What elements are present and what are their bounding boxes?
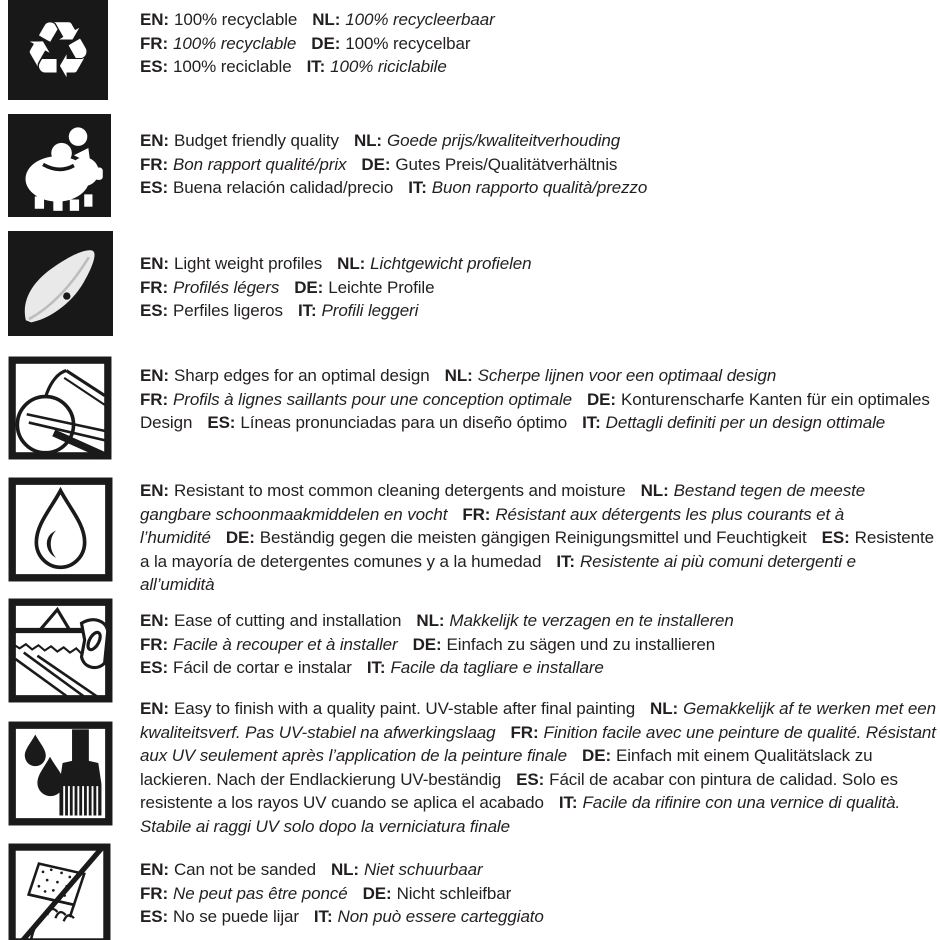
- lang-entry: [140, 254, 322, 273]
- lang-label: DE:: [412, 634, 442, 654]
- lang-value: Fácil de cortar e instalar: [173, 658, 352, 677]
- recycle-icon: [8, 0, 108, 100]
- piggy-bank-icon: [8, 114, 111, 217]
- lang-value: Leichte Profile: [328, 277, 435, 297]
- lang-label: IT:: [582, 413, 601, 432]
- lang-label: ES:: [140, 57, 169, 76]
- lang-value: No se puede lijar: [173, 907, 299, 926]
- lang-entry: [294, 278, 434, 297]
- lang-entry: [140, 131, 339, 150]
- lang-label: FR:: [140, 389, 169, 409]
- lang-label: ES:: [821, 528, 850, 547]
- lang-value: Lichtgewicht profielen: [370, 254, 532, 273]
- lang-label: ES:: [207, 413, 236, 432]
- lang-entry: [354, 131, 620, 150]
- lang-label: DE:: [362, 883, 392, 903]
- lang-label: DE:: [311, 33, 341, 53]
- lang-value: Ease of cutting and installation: [173, 611, 402, 630]
- lang-entry: [140, 57, 292, 76]
- lang-entry: [140, 34, 296, 53]
- lang-value: Easy to finish with a quality paint. UV-stable after final painting: [173, 699, 636, 718]
- lang-entry: [445, 366, 777, 385]
- lang-value: Bestand tegen de meeste gangbare schoonmaakmiddelen en vocht: [140, 481, 866, 524]
- lang-value: Resistant to most common cleaning detergents and moisture: [173, 481, 626, 500]
- lang-label: ES:: [140, 907, 169, 926]
- lang-value: 100% recyclable: [173, 33, 297, 53]
- lang-label: IT:: [558, 793, 578, 812]
- lang-value: 100% recyclable: [173, 10, 298, 29]
- lang-entry: [361, 155, 617, 174]
- lang-label: FR:: [510, 722, 539, 742]
- lang-value: 100% reciclable: [173, 57, 292, 76]
- lang-entry: [408, 178, 647, 197]
- lang-entry: [298, 301, 418, 320]
- lang-label: NL:: [312, 10, 341, 29]
- lang-label: EN:: [140, 699, 169, 718]
- lang-entry: [140, 658, 352, 677]
- feature-text-row-7: [140, 697, 940, 838]
- lang-label: ES:: [140, 178, 169, 197]
- lang-value: Niet schuurbaar: [364, 860, 483, 879]
- lang-label: DE:: [582, 746, 612, 765]
- lang-label: FR:: [140, 33, 169, 53]
- lang-value: Líneas pronunciadas para un diseño óptimo: [240, 413, 568, 432]
- lang-label: NL:: [416, 611, 445, 630]
- lang-entry: [207, 413, 567, 432]
- lang-value: Resistente a la mayoría de detergentes comunes y a la humedad: [140, 528, 934, 571]
- lang-value: Perfiles ligeros: [173, 301, 283, 320]
- lang-value: Résistant aux détergents les plus courants et à l’humidité: [140, 504, 845, 547]
- lang-label: IT:: [313, 907, 333, 926]
- lang-value: Profils à lignes saillants pour une conception optimale: [173, 389, 572, 409]
- lang-entry: [140, 366, 430, 385]
- saw-icon: [8, 598, 113, 703]
- lang-label: NL:: [353, 131, 382, 150]
- lang-label: EN:: [140, 131, 169, 150]
- lang-value: Budget friendly quality: [173, 131, 339, 150]
- lang-value: Light weight profiles: [173, 254, 323, 273]
- feature-text-row-3: [140, 252, 940, 323]
- magnifier-edge-icon: [8, 356, 112, 460]
- no-sanding-icon: [8, 843, 111, 940]
- lang-entry: [140, 699, 635, 718]
- water-drop-icon: [8, 477, 113, 582]
- lang-entry: [140, 10, 297, 29]
- lang-label: DE:: [294, 277, 324, 297]
- lang-label: ES:: [516, 769, 545, 789]
- lang-label: FR:: [462, 504, 491, 524]
- lang-entry: [307, 57, 447, 76]
- lang-label: NL:: [330, 860, 359, 879]
- lang-label: ES:: [140, 658, 169, 677]
- lang-label: EN:: [140, 481, 169, 500]
- feature-text-row-4: [140, 364, 940, 435]
- lang-value: Fácil de acabar con pintura de calidad. Solo es resistente a los rayos UV cuando se aplica el acabado: [140, 769, 898, 812]
- lang-value: Konturenscharfe Kanten für ein optimales Design: [140, 389, 930, 432]
- lang-value: Facile da tagliare e installare: [390, 658, 604, 677]
- lang-value: Scherpe lijnen voor een optimaal design: [477, 366, 777, 385]
- lang-value: Profilés légers: [173, 277, 280, 297]
- lang-value: Einfach mit einem Qualitätslack zu lackieren. Nach der Endlackierung UV-beständig: [140, 746, 873, 789]
- lang-value: Bon rapport qualité/prix: [173, 154, 347, 174]
- feature-text-row-1: [140, 8, 940, 79]
- lang-label: ES:: [140, 301, 169, 320]
- lang-label: IT:: [297, 301, 317, 320]
- lang-entry: [416, 611, 733, 630]
- lang-value: Gutes Preis/Qualitätverhältnis: [395, 154, 618, 174]
- lang-label: FR:: [140, 883, 169, 903]
- lang-entry: [226, 528, 807, 547]
- paint-brush-icon: [8, 721, 113, 826]
- lang-label: DE:: [225, 528, 255, 547]
- lang-label: IT:: [556, 551, 575, 571]
- lang-value: Profili leggeri: [321, 301, 419, 320]
- svg-text:♻: ♻: [23, 6, 93, 96]
- lang-value: Can not be sanded: [173, 860, 316, 879]
- lang-value: 100% recycleerbaar: [345, 10, 495, 29]
- lang-label: FR:: [140, 634, 169, 654]
- lang-entry: [331, 860, 483, 879]
- lang-label: DE:: [361, 154, 391, 174]
- lang-entry: [140, 278, 279, 297]
- lang-entry: [140, 635, 398, 654]
- lang-entry: [140, 481, 626, 500]
- lang-label: NL:: [650, 699, 679, 718]
- lang-label: EN:: [140, 254, 169, 273]
- lang-label: FR:: [140, 154, 169, 174]
- lang-value: Ne peut pas être poncé: [173, 883, 348, 903]
- lang-value: Facile à recouper et à installer: [173, 634, 398, 654]
- lang-entry: [312, 10, 494, 29]
- lang-label: EN:: [140, 10, 169, 29]
- lang-label: EN:: [140, 611, 169, 630]
- lang-entry: [363, 884, 512, 903]
- lang-label: FR:: [140, 277, 169, 297]
- lang-entry: [140, 390, 572, 409]
- lang-label: EN:: [140, 860, 169, 879]
- lang-value: Buena relación calidad/precio: [173, 178, 394, 197]
- lang-entry: [582, 413, 885, 432]
- lang-entry: [314, 907, 544, 926]
- lang-value: Facile da rifinire con una vernice di qualità. Stabile ai raggi UV solo dopo la verniciatura finale: [140, 793, 901, 836]
- lang-entry: [140, 178, 393, 197]
- lang-value: Buon rapporto qualità/prezzo: [431, 178, 648, 197]
- leaf-icon: [8, 231, 113, 336]
- lang-value: Resistente ai più comuni detergenti e all’umidità: [140, 551, 856, 594]
- lang-entry: [140, 860, 316, 879]
- lang-value: Finition facile avec une peinture de qualité. Résistant aux UV seulement après l’application de la peinture finale: [140, 722, 936, 765]
- feature-text-row-2: [140, 129, 940, 200]
- lang-label: IT:: [306, 57, 326, 76]
- lang-label: NL:: [337, 254, 366, 273]
- lang-value: Einfach zu sägen und zu installieren: [446, 634, 716, 654]
- lang-value: Makkelijk te verzagen en te installeren: [449, 611, 734, 630]
- feature-text-row-6: [140, 609, 940, 680]
- lang-value: Non può essere carteggiato: [337, 907, 544, 926]
- lang-entry: [140, 611, 401, 630]
- lang-value: 100% recycelbar: [345, 33, 471, 53]
- lang-label: NL:: [444, 366, 473, 385]
- lang-label: IT:: [408, 178, 427, 197]
- lang-value: 100% riciclabile: [330, 57, 447, 76]
- lang-entry: [413, 635, 716, 654]
- feature-text-row-5: [140, 479, 940, 597]
- lang-value: Beständig gegen die meisten gängigen Reinigungsmittel und Feuchtigkeit: [259, 528, 807, 547]
- lang-value: Goede prijs/kwaliteitverhouding: [387, 131, 621, 150]
- lang-value: Sharp edges for an optimal design: [173, 366, 430, 385]
- lang-label: IT:: [366, 658, 386, 677]
- lang-entry: [311, 34, 470, 53]
- lang-label: DE:: [587, 389, 616, 409]
- lang-entry: [140, 884, 348, 903]
- lang-value: Dettagli definiti per un design ottimale: [605, 413, 886, 432]
- lang-value: Nicht schleifbar: [396, 883, 512, 903]
- lang-entry: [140, 301, 283, 320]
- lang-label: NL:: [640, 481, 669, 500]
- lang-entry: [337, 254, 531, 273]
- lang-entry: [140, 907, 299, 926]
- lang-value: Gemakkelijk af te werken met een kwaliteitsverf. Pas UV-stabiel na afwerkingslaag: [140, 699, 936, 742]
- feature-text-row-8: [140, 858, 940, 929]
- lang-entry: [367, 658, 604, 677]
- lang-entry: [140, 155, 346, 174]
- lang-label: EN:: [140, 366, 169, 385]
